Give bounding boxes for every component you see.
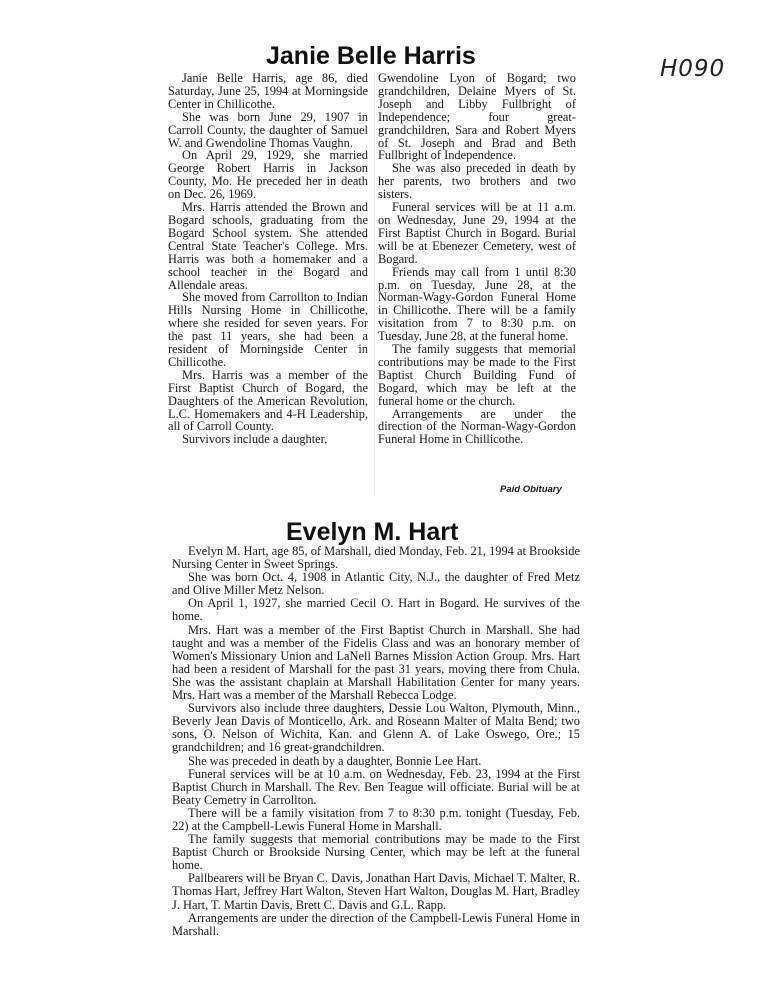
handwritten-annotation: H090 bbox=[660, 56, 726, 82]
hart-paragraph: Pallbearers will be Bryan C. Davis, Jonathan Hart Davis, Michael T. Malter, R. Thomas Hart, Jeffrey Hart Walton, Steven Hart Walton, Douglas M. Hart, Bradley J. Hart, T. Martin Davis, Brett C. Davis and G.L. Rapp. bbox=[172, 871, 581, 912]
obituary-title-harris: Janie Belle Harris bbox=[266, 42, 476, 70]
harris-paragraph: Mrs. Harris attended the Brown and Bogard schools, graduating from the Bogard School system. She attended Central State Teacher's College. Mrs. Harris was both a homemaker and a school teacher in the Bogard and Allendale areas. bbox=[168, 200, 368, 292]
harris-paragraph: Funeral services will be at 11 a.m. on Wednesday, June 29, 1994 at the First Baptist Church in Bogard. Burial will be at Ebenezer Cemetery, west of Bogard. bbox=[378, 200, 576, 266]
hart-body bbox=[172, 545, 580, 938]
harris-paragraph: Survivors include a daughter, bbox=[182, 432, 328, 447]
hart-paragraph: The family suggests that memorial contributions may be made to the First Baptist Church or Brookside Nursing Center, which may be left at the funeral home. bbox=[172, 832, 580, 873]
harris-paragraph: On April 29, 1929, she married George Robert Harris in Jackson County, Mo. He preceded her in death on Dec. 26, 1969. bbox=[168, 148, 368, 202]
harris-paragraph: She was also preceded in death by her parents, two brothers and two sisters. bbox=[378, 161, 576, 202]
paid-obituary-credit: Paid Obituary bbox=[500, 484, 562, 495]
hart-paragraph: She was preceded in death by a daughter, Bonnie Lee Hart. bbox=[188, 753, 482, 768]
hart-paragraph: Arrangements are under the direction of the Campbell-Lewis Funeral Home in Marshall. bbox=[172, 910, 580, 938]
hart-paragraph: She was born Oct. 4, 1908 in Atlantic City, N.J., the daughter of Fred Metz and Olive Miller Metz Nelson. bbox=[172, 570, 580, 598]
hart-paragraph: Funeral services will be at 10 a.m. on Wednesday, Feb. 23, 1994 at the First Baptist Church in Marshall. The Rev. Ben Teague will officiate. Burial will be at Beaty Cemetry in Carrollton. bbox=[172, 766, 580, 807]
harris-paragraph: She was born June 29, 1907 in Carroll County, the daughter of Samuel W. and Gwendoline Thomas Vaughn. bbox=[168, 109, 368, 150]
hart-paragraph: Mrs. Hart was a member of the First Baptist Church in Marshall. She had taught and was a member of the Fidelis Class and was an honorary member of Women's Missionary Union and LaNell Barnes Mission Action Group. Mrs. Hart had been a resident of Marshall for the past 31 years, moving there from Chula. She was the assistant chaplain at Marshall Habilitation Center for many years. Mrs. Hart was a member of the Marshall Rebecca Lodge. bbox=[172, 622, 580, 703]
hart-paragraph: Survivors also include three daughters, Dessie Lou Walton, Plymouth, Minn., Beverly Jean Davis of Monticello, Ark. and Roseann Malter of Malta Bend; two sons, O. Nelson of Wichita, Kan. and Glenn A. of Lake Oswego, Ore.; 15 grandchildren; and 16 great-grandchildren. bbox=[172, 701, 580, 755]
harris-paragraph: Mrs. Harris was a member of the First Baptist Church of Bogard, the Daughters of the American Revolution, L.C. Homemakers and 4-H Leadership, all of Carroll County. bbox=[168, 367, 368, 434]
harris-paragraph: The family suggests that memorial contributions may be made to the First Baptist Church Building Fund of Bogard, which may be left at the funeral home or the church. bbox=[378, 342, 576, 408]
harris-column-1 bbox=[168, 72, 368, 446]
harris-paragraph: Arrangements are under the direction of the Norman-Wagy-Gordon Funeral Home in Chillicothe. bbox=[378, 406, 576, 447]
hart-paragraph: Evelyn M. Hart, age 85, of Marshall, died Monday, Feb. 21, 1994 at Brookside Nursing Center in Sweet Springs. bbox=[172, 544, 580, 572]
harris-column-2 bbox=[378, 72, 576, 446]
hart-paragraph: There will be a family visitation from 7 to 8:30 p.m. tonight (Tuesday, Feb. 22) at the Campbell-Lewis Funeral Home in Marshall. bbox=[172, 805, 580, 833]
harris-paragraph: Gwendoline Lyon of Bogard; two grandchildren, Delaine Myers of St. Joseph and Libby Fullbright of Independence; four great-grandchildren, Sara and Robert Myers of St. Joseph and Brad and Beth Fullbright of Independence. bbox=[378, 71, 576, 163]
harris-paragraph: Friends may call from 1 until 8:30 p.m. on Tuesday, June 28, at the Norman-Wagy-Gordon Funeral Home in Chillicothe. There will be a family visitation from 7 to 8:30 p.m. on Tuesday, June 28, at the funeral home. bbox=[378, 264, 576, 344]
column-divider bbox=[374, 74, 375, 494]
harris-paragraph: She moved from Carrollton to Indian Hills Nursing Home in Chillicothe, where she resided for seven years. For the past 11 years, she had been a resident of Morningside Center in Chillicothe. bbox=[168, 290, 368, 369]
harris-paragraph: Janie Belle Harris, age 86, died Saturday, June 25, 1994 at Morningside Center in Chillicothe. bbox=[168, 71, 368, 111]
hart-paragraph: On April 1, 1927, she married Cecil O. Hart in Bogard. He survives of the home. bbox=[172, 596, 580, 624]
obituary-title-hart: Evelyn M. Hart bbox=[286, 518, 459, 546]
